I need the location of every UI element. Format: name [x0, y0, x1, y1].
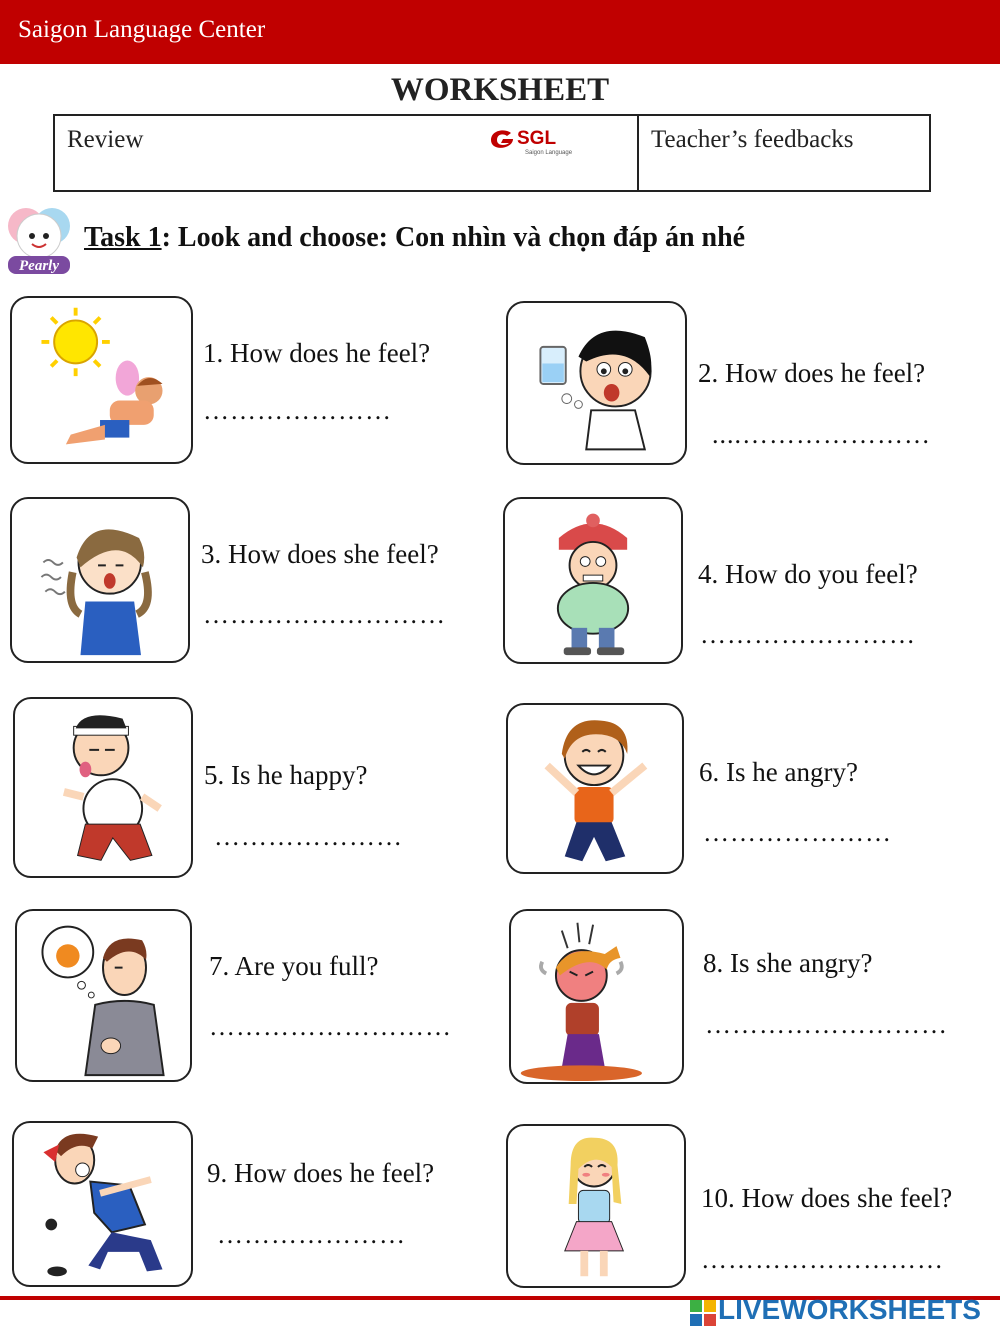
review-label: Review [67, 126, 144, 153]
picture-card-1 [10, 296, 193, 464]
angry-girl-icon [511, 911, 682, 1082]
question-5: 5. Is he happy? [204, 760, 368, 790]
picture-card-2 [506, 301, 687, 465]
liveworksheets-badge-icon [690, 1300, 716, 1326]
answer-blank-8[interactable]: ……………………… [705, 1010, 948, 1039]
question-2: 2. How does he feel? [698, 358, 926, 388]
top-banner [0, 0, 1000, 64]
answer-blank-7[interactable]: ……………………… [209, 1012, 452, 1041]
answer-blank-4[interactable]: …………………… [700, 620, 916, 649]
picture-card-9 [12, 1121, 193, 1287]
hot-sun-boy-icon [12, 298, 191, 462]
picture-card-7 [15, 909, 192, 1082]
picture-card-4 [503, 497, 683, 664]
question-9: 9. How does he feel? [207, 1158, 435, 1188]
sgl-logo-text: SGL [517, 128, 557, 149]
page-title: WORKSHEET [390, 72, 610, 108]
shy-girl-icon [508, 1126, 684, 1286]
answer-blank-3[interactable]: ……………………… [203, 600, 446, 629]
picture-card-8 [509, 909, 684, 1084]
sleepy-girl-icon [12, 499, 188, 661]
question-8: 8. Is she angry? [703, 948, 873, 978]
feedback-label: Teacher’s feedbacks [651, 126, 854, 153]
sgl-logo-subtext: Saigon Language [525, 150, 573, 156]
picture-card-6 [506, 703, 684, 874]
question-10: 10. How does she feel? [701, 1183, 953, 1213]
scared-man-icon [14, 1123, 191, 1285]
picture-card-10 [506, 1124, 686, 1288]
sgl-logo [487, 124, 587, 158]
task-instruction: : Look and choose: Con nhìn và chọn đáp án nhé [161, 222, 746, 253]
answer-blank-2[interactable]: ....………………… [712, 420, 931, 449]
task-heading [84, 222, 745, 254]
liveworksheets-text: LIVEWORKSHEETS [718, 1294, 981, 1325]
question-1: 1. How does he feel? [203, 338, 431, 368]
info-table [53, 114, 931, 192]
question-7: 7. Are you full? [209, 951, 379, 981]
thirsty-boy-icon [508, 303, 685, 463]
happy-boy-icon [508, 705, 682, 872]
question-4: 4. How do you feel? [698, 559, 918, 589]
liveworksheets-logo [690, 1294, 990, 1330]
pearly-mascot-icon [2, 206, 76, 276]
answer-blank-6[interactable]: ………………… [703, 818, 892, 847]
answer-blank-1[interactable]: ………………… [203, 396, 392, 425]
center-name: Saigon Language Center [18, 16, 266, 43]
hungry-man-icon [17, 911, 190, 1080]
answer-blank-10[interactable]: ……………………… [701, 1245, 944, 1274]
picture-card-5 [13, 697, 193, 878]
question-6: 6. Is he angry? [699, 757, 858, 787]
task-label: Task 1 [84, 222, 162, 253]
cold-boy-icon [505, 499, 681, 662]
answer-blank-9[interactable]: ………………… [217, 1220, 406, 1249]
pearly-label: Pearly [19, 258, 59, 274]
table-divider [637, 116, 639, 190]
tired-runner-icon [15, 699, 191, 876]
question-3: 3. How does she feel? [201, 539, 439, 569]
picture-card-3 [10, 497, 190, 663]
answer-blank-5[interactable]: ………………… [214, 822, 403, 851]
